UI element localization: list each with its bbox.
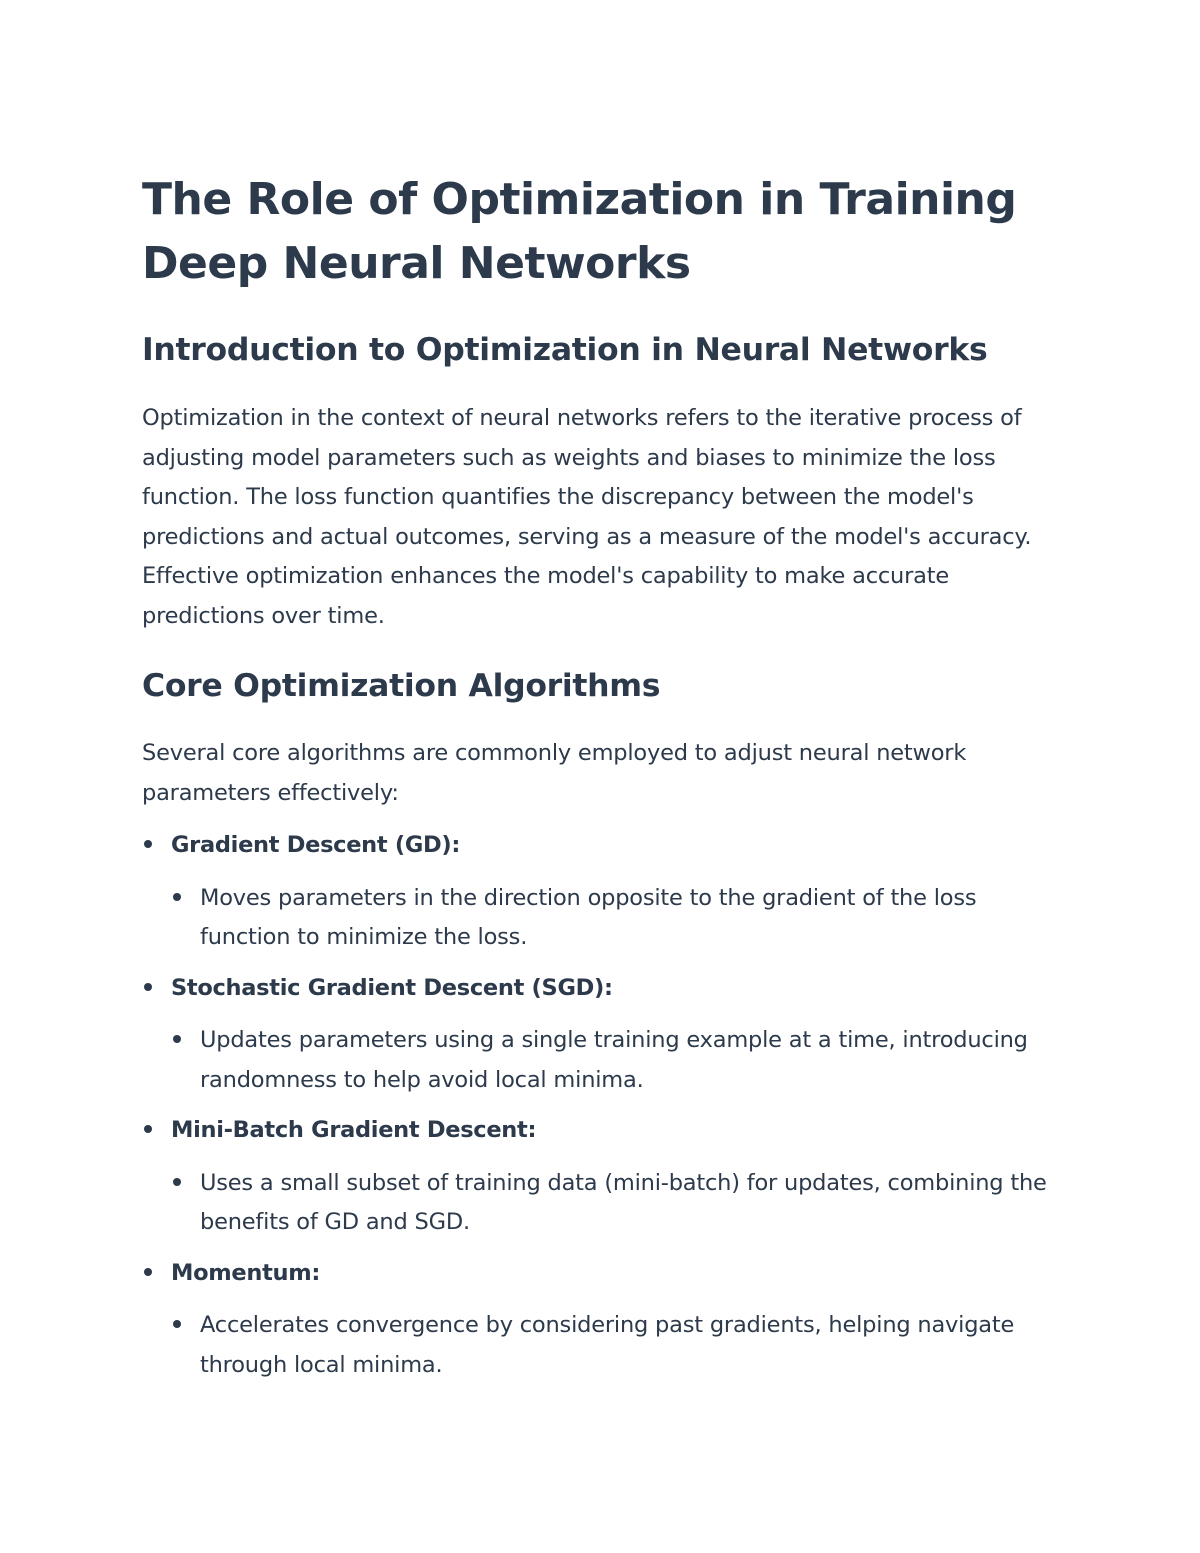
bullet-icon bbox=[173, 1035, 181, 1043]
algorithm-list bbox=[142, 826, 1057, 1385]
bullet-icon bbox=[144, 1125, 152, 1133]
list-item bbox=[171, 1306, 1057, 1385]
document-title: The Role of Optimization in Training Deep Neural Networks bbox=[142, 174, 1017, 289]
algorithm-detail-list bbox=[171, 1164, 1057, 1243]
algorithm-name: Mini-Batch Gradient Descent: bbox=[171, 1117, 537, 1143]
algorithm-description: Accelerates convergence by considering past gradients, helping navigate through local minima. bbox=[200, 1312, 1015, 1378]
introduction-paragraph: Optimization in the context of neural networks refers to the iterative process of adjusting model parameters such as weights and biases to minimize the loss function. The loss function quantifies the discrepancy between the model's predictions and actual outcomes, serving as a measure of the model's accuracy. Effective optimization enhances the model's capability to make accurate predictions over time. bbox=[142, 405, 1032, 629]
algorithm-detail-list bbox=[171, 1021, 1057, 1100]
algorithm-name: Stochastic Gradient Descent (SGD): bbox=[171, 974, 613, 1001]
list-item bbox=[171, 1164, 1057, 1243]
algorithm-description: Uses a small subset of training data (mini-batch) for updates, combining the benefits of GD and SGD. bbox=[200, 1169, 1047, 1235]
list-item bbox=[171, 879, 1057, 958]
algorithm-detail-list bbox=[171, 1306, 1057, 1385]
list-item bbox=[171, 1021, 1057, 1100]
algorithm-detail-list bbox=[171, 879, 1057, 958]
list-item-stochastic-gradient-descent bbox=[142, 969, 1057, 1101]
bullet-icon bbox=[173, 893, 181, 901]
core-algorithms-paragraph: Several core algorithms are commonly employed to adjust neural network parameters effectively: bbox=[142, 740, 967, 806]
list-item-momentum bbox=[142, 1254, 1057, 1386]
algorithm-name: Momentum: bbox=[171, 1259, 321, 1286]
algorithm-name: Gradient Descent (GD): bbox=[171, 832, 461, 858]
bullet-icon bbox=[144, 840, 152, 848]
bullet-icon bbox=[173, 1320, 181, 1328]
bullet-icon bbox=[173, 1178, 181, 1186]
algorithm-description: Updates parameters using a single training example at a time, introducing randomness to help avoid local minima. bbox=[200, 1027, 1028, 1093]
bullet-icon bbox=[144, 983, 152, 991]
section-heading-introduction: Introduction to Optimization in Neural Networks bbox=[142, 332, 988, 368]
section-heading-core-algorithms: Core Optimization Algorithms bbox=[142, 668, 661, 704]
document-page bbox=[142, 168, 1057, 1396]
list-item-mini-batch-gradient-descent bbox=[142, 1111, 1057, 1243]
algorithm-description: Moves parameters in the direction opposite to the gradient of the loss function to minimize the loss. bbox=[200, 884, 977, 950]
bullet-icon bbox=[144, 1268, 152, 1276]
list-item-gradient-descent bbox=[142, 826, 1057, 958]
